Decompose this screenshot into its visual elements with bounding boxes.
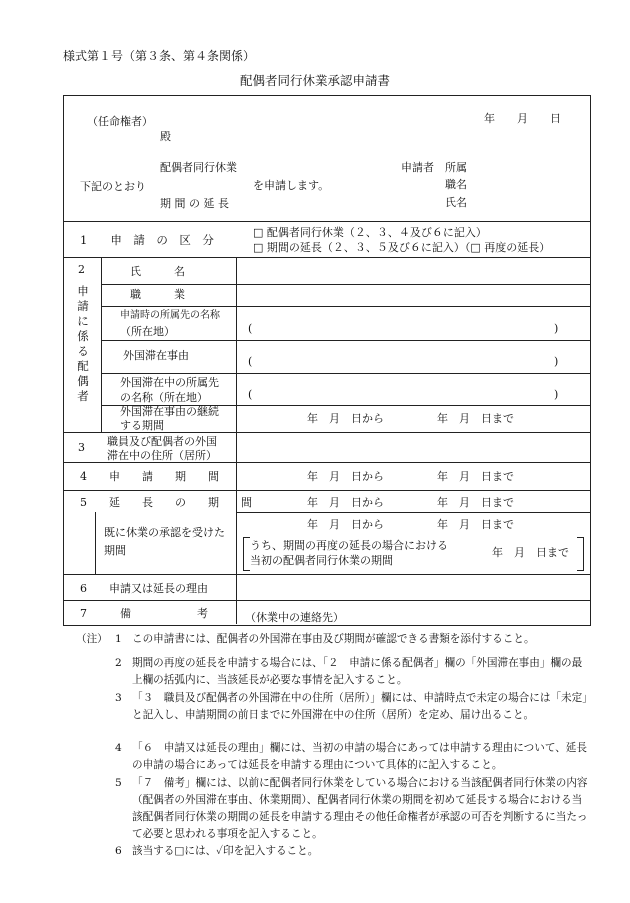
note-3-number: 3	[115, 692, 122, 704]
page-title: 配偶者同行休業承認申請書	[239, 73, 390, 88]
spouse-name-label: 氏 名	[130, 265, 185, 278]
note-5: 「７ 備考」欄には、以前に配偶者同行休業をしている場合における当該配偶者同行休業の内容（配偶者の外国滞在事由、休業期間）、配偶者同行休業の期間を初めて延長する場合における当該配偶者同行休業の期間の延長を申請する理由その他任命権者が承認の可否を判断するに当たって必要と思われる事項を記入すること。	[132, 777, 588, 840]
paren-close: )	[554, 322, 559, 335]
leave-to[interactable]: 年 月 日まで	[437, 470, 514, 483]
row7-label: 7 備 考	[80, 607, 208, 620]
original-period-to[interactable]: 年 月 日まで	[492, 546, 569, 559]
row3-label: 職員及び配偶者の外国	[107, 435, 217, 448]
row1-option-extension[interactable]: □ 期間の延長（２、３、５及び６に記入）（□ 再度の延長）	[253, 241, 551, 254]
applicant-label: 申請者	[401, 161, 434, 174]
form-number: 様式第１号（第３条、第４条関係）	[63, 49, 256, 63]
approved-from[interactable]: 年 月 日から	[307, 518, 384, 531]
note-2-number: 2	[115, 657, 122, 669]
row1-label: 1 申 請 の 区 分	[80, 233, 214, 247]
row3-number: 3	[78, 441, 85, 454]
spouse-affiliation-sub: （所在地）	[120, 325, 175, 338]
note-4: 「６ 申請又は延長の理由」欄には、当初の申請の場合にあっては申請する理由について、延長の申請の場合にあっては延長を申請する理由について具体的に記入すること。	[132, 742, 587, 771]
paren-open: (	[248, 355, 253, 368]
date-field[interactable]: 年 月 日	[484, 112, 561, 125]
divider	[101, 284, 590, 285]
note-6-number: 6	[115, 845, 122, 857]
option-leave-label: 配偶者同行休業	[160, 161, 237, 174]
spouse-affiliation-label: 申請時の所属先の名称	[120, 310, 220, 321]
row6-label: 6 申請又は延長の理由	[80, 582, 208, 595]
note-6: 該当する□には、✓印を記入すること。	[132, 845, 319, 857]
divider	[63, 221, 590, 222]
option-extension-label: 期 間 の 延 長	[160, 197, 229, 210]
abroad-affiliation-sub: の名称（所在地）	[120, 391, 208, 404]
approved-period-sub: 期間	[104, 544, 126, 557]
extension-to[interactable]: 年 月 日まで	[437, 496, 514, 509]
post-label: 職名	[445, 178, 467, 191]
paren-open: (	[248, 388, 253, 401]
period-to[interactable]: 年 月 日まで	[437, 412, 514, 425]
divider	[236, 512, 590, 513]
dono-label: 殿	[160, 130, 171, 143]
abroad-period-sub: する期間	[120, 419, 164, 432]
original-period-label: うち、期間の再度の延長の場合における	[250, 539, 448, 552]
note-2: 期間の再度の延長を申請する場合には、「２ 申請に係る配偶者」欄の「外国滞在事由」欄の最上欄の括弧内に、当該延長が必要な事情を記入すること。	[132, 657, 583, 686]
row2-vertical-label: 申請に係る配偶者	[77, 284, 89, 403]
divider	[95, 512, 96, 574]
paren-close: )	[554, 388, 559, 401]
row4-label: 4 申 請 期 間	[80, 470, 219, 483]
divider	[101, 373, 590, 374]
below-text: 下記のとおり	[80, 180, 146, 193]
note-5-number: 5	[115, 777, 122, 789]
divider	[101, 306, 590, 307]
leave-from[interactable]: 年 月 日から	[307, 470, 384, 483]
abroad-affiliation-label: 外国滞在中の所属先	[120, 376, 219, 389]
divider	[63, 462, 590, 463]
approved-to[interactable]: 年 月 日まで	[437, 518, 514, 531]
note-3: 「３ 職員及び配偶者の外国滞在中の住所（居所）」欄には、申請時点で未定の場合には「未定」と記入し、申請期間の前日までに外国滞在中の住所（居所）を定め、届け出ること。	[132, 692, 588, 721]
contact-label: （休業中の連絡先）	[245, 611, 344, 624]
name-label: 氏名	[445, 196, 467, 209]
row5-label: 5 延 長 の 期 間	[80, 496, 252, 509]
divider	[63, 490, 590, 491]
row2-number: 2	[78, 263, 85, 276]
divider	[63, 257, 590, 258]
divider	[101, 257, 102, 432]
note-1-number: 1	[115, 633, 122, 645]
abroad-period-label: 外国滞在事由の継続	[120, 405, 219, 418]
extension-from[interactable]: 年 月 日から	[307, 496, 384, 509]
bracket-left	[243, 537, 250, 571]
divider	[63, 432, 590, 433]
affiliation-label: 所属	[445, 161, 467, 174]
request-text: を申請します。	[253, 179, 330, 192]
paren-open: (	[248, 322, 253, 335]
bracket-right	[577, 537, 584, 571]
divider	[101, 340, 590, 341]
paren-close: )	[554, 355, 559, 368]
abroad-reason-label: 外国滞在事由	[123, 349, 189, 362]
spouse-occupation-label: 職 業	[130, 288, 185, 301]
authority-label: （任命権者）	[87, 115, 153, 128]
notes-head: （注）	[76, 633, 108, 645]
divider	[236, 257, 237, 624]
row1-option-leave[interactable]: □ 配偶者同行休業（２、３、４及び６に記入）	[253, 226, 487, 239]
original-period-sub: 当初の配偶者同行休業の期間	[250, 554, 393, 567]
note-1: この申請書には、配偶者の外国滞在事由及び期間が確認できる書類を添付すること。	[132, 633, 535, 645]
approved-period-label: 既に休業の承認を受けた	[104, 526, 225, 539]
divider	[63, 600, 590, 601]
row3-label-sub: 滞在中の住所（居所）	[107, 449, 217, 462]
divider	[63, 574, 590, 575]
period-from[interactable]: 年 月 日から	[307, 412, 384, 425]
note-4-number: 4	[115, 742, 122, 754]
